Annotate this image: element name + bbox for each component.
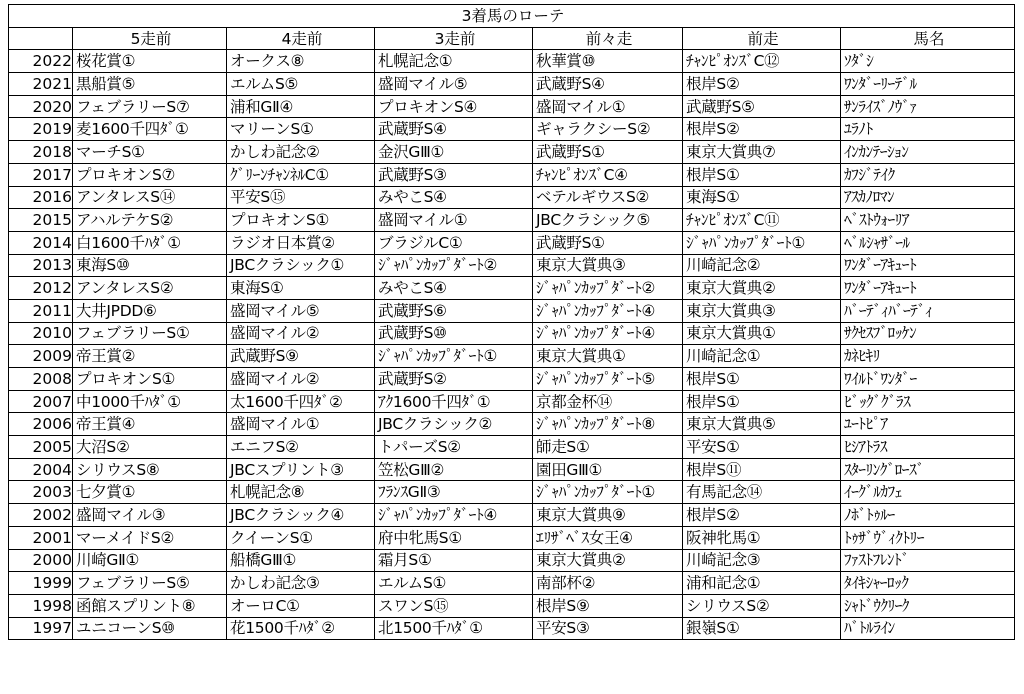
horse-name-cell: ﾕｰﾄﾋﾟｱ <box>841 413 1015 436</box>
race-2nd-last-cell: 東京大賞典① <box>533 345 683 368</box>
year-cell: 1997 <box>9 617 73 640</box>
race-2nd-last-cell: ﾁｬﾝﾋﾟｵﾝｽﾞC④ <box>533 163 683 186</box>
horse-name-cell: ﾊﾞﾄﾙﾗｲﾝ <box>841 617 1015 640</box>
year-cell: 2019 <box>9 118 73 141</box>
race-3rd-last-cell: ｼﾞｬﾊﾟﾝｶｯﾌﾟﾀﾞｰﾄ② <box>375 254 533 277</box>
race-last-cell: 武蔵野S⑤ <box>683 95 841 118</box>
horse-name-cell: ﾄｩｻﾞｳﾞｨｸﾄﾘｰ <box>841 526 1015 549</box>
race-5th-last-cell: 白1600千ﾊﾀﾞ① <box>73 231 227 254</box>
table-row <box>9 50 1015 73</box>
race-5th-last-cell: 大井JPDD⑥ <box>73 299 227 322</box>
race-3rd-last-cell: プロキオンS④ <box>375 95 533 118</box>
race-2nd-last-cell: ベテルギウスS② <box>533 186 683 209</box>
race-3rd-last-cell: ブラジルC① <box>375 231 533 254</box>
year-cell: 2010 <box>9 322 73 345</box>
horse-name-cell: ﾍﾞｽﾄｳｫｰﾘｱ <box>841 209 1015 232</box>
horse-name-cell: ﾊﾞｰﾃﾞｨﾊﾞｰﾃﾞｨ <box>841 299 1015 322</box>
race-5th-last-cell: 東海S⑩ <box>73 254 227 277</box>
race-last-cell: ﾁｬﾝﾋﾟｵﾝｽﾞC⑪ <box>683 209 841 232</box>
race-last-cell: 東京大賞典② <box>683 277 841 300</box>
table-row <box>9 231 1015 254</box>
race-4th-last-cell: オーロC① <box>227 594 375 617</box>
race-4th-last-cell: 武蔵野S⑨ <box>227 345 375 368</box>
race-5th-last-cell: 中1000千ﾊﾀﾞ① <box>73 390 227 413</box>
race-last-cell: 根岸S② <box>683 73 841 96</box>
race-3rd-last-cell: 盛岡マイル⑤ <box>375 73 533 96</box>
horse-name-cell: ﾜｲﾙﾄﾞﾜﾝﾀﾞｰ <box>841 368 1015 391</box>
race-4th-last-cell: オークス⑧ <box>227 50 375 73</box>
column-header-4th-last: 4走前 <box>227 27 375 50</box>
year-cell: 2015 <box>9 209 73 232</box>
horse-name-cell: ﾀｲｷｼｬｰﾛｯｸ <box>841 572 1015 595</box>
column-header-2nd-last: 前々走 <box>533 27 683 50</box>
race-5th-last-cell: プロキオンS① <box>73 368 227 391</box>
race-4th-last-cell: 東海S① <box>227 277 375 300</box>
race-3rd-last-cell: 札幌記念① <box>375 50 533 73</box>
race-5th-last-cell: 麦1600千四ﾀﾞ① <box>73 118 227 141</box>
race-5th-last-cell: 川崎GⅡ① <box>73 549 227 572</box>
race-3rd-last-cell: ｼﾞｬﾊﾟﾝｶｯﾌﾟﾀﾞｰﾄ④ <box>375 504 533 527</box>
table-row <box>9 458 1015 481</box>
year-cell: 2016 <box>9 186 73 209</box>
year-cell: 2018 <box>9 141 73 164</box>
race-4th-last-cell: マリーンS① <box>227 118 375 141</box>
race-4th-last-cell: プロキオンS① <box>227 209 375 232</box>
race-last-cell: ｼﾞｬﾊﾟﾝｶｯﾌﾟﾀﾞｰﾄ① <box>683 231 841 254</box>
table-row <box>9 549 1015 572</box>
race-3rd-last-cell: 金沢GⅢ① <box>375 141 533 164</box>
race-3rd-last-cell: 武蔵野S⑥ <box>375 299 533 322</box>
race-3rd-last-cell: みやこS④ <box>375 277 533 300</box>
race-5th-last-cell: 黒船賞⑤ <box>73 73 227 96</box>
race-last-cell: ﾁｬﾝﾋﾟｵﾝｽﾞC⑫ <box>683 50 841 73</box>
race-2nd-last-cell: 東京大賞典② <box>533 549 683 572</box>
race-last-cell: 東京大賞典① <box>683 322 841 345</box>
race-5th-last-cell: 帝王賞④ <box>73 413 227 436</box>
table-row <box>9 481 1015 504</box>
race-5th-last-cell: フェブラリーS⑦ <box>73 95 227 118</box>
race-last-cell: 東京大賞典⑦ <box>683 141 841 164</box>
column-header-horse-name: 馬名 <box>841 27 1015 50</box>
race-3rd-last-cell: ｱｸ1600千四ﾀﾞ① <box>375 390 533 413</box>
table-row <box>9 413 1015 436</box>
horse-name-cell: ｼｬﾄﾞｳｸﾘｰｸ <box>841 594 1015 617</box>
year-cell: 2013 <box>9 254 73 277</box>
race-3rd-last-cell: 武蔵野S③ <box>375 163 533 186</box>
race-3rd-last-cell: 笠松GⅢ② <box>375 458 533 481</box>
year-cell: 2014 <box>9 231 73 254</box>
race-last-cell: 平安S① <box>683 436 841 459</box>
race-5th-last-cell: アンタレスS⑭ <box>73 186 227 209</box>
race-5th-last-cell: フェブラリーS⑤ <box>73 572 227 595</box>
horse-name-cell: ｻﾝﾗｲｽﾞﾉｳﾞｧ <box>841 95 1015 118</box>
race-2nd-last-cell: ギャラクシーS② <box>533 118 683 141</box>
horse-name-cell: ﾋｼｱﾄﾗｽ <box>841 436 1015 459</box>
race-2nd-last-cell: ｼﾞｬﾊﾟﾝｶｯﾌﾟﾀﾞｰﾄ② <box>533 277 683 300</box>
race-5th-last-cell: フェブラリーS① <box>73 322 227 345</box>
table-row <box>9 95 1015 118</box>
race-4th-last-cell: 札幌記念⑧ <box>227 481 375 504</box>
horse-name-cell: ﾉﾎﾞﾄｩﾙｰ <box>841 504 1015 527</box>
race-3rd-last-cell: 府中牝馬S① <box>375 526 533 549</box>
year-cell: 2000 <box>9 549 73 572</box>
table-row <box>9 390 1015 413</box>
table-row <box>9 617 1015 640</box>
column-header-last: 前走 <box>683 27 841 50</box>
race-4th-last-cell: 盛岡マイル② <box>227 368 375 391</box>
year-cell: 2022 <box>9 50 73 73</box>
horse-name-cell: ﾕﾗﾉﾄ <box>841 118 1015 141</box>
race-5th-last-cell: マーメイドS② <box>73 526 227 549</box>
horse-name-cell: ｱｽｶﾉﾛﾏﾝ <box>841 186 1015 209</box>
race-4th-last-cell: クイーンS① <box>227 526 375 549</box>
race-3rd-last-cell: ﾌﾗﾝｽGⅡ③ <box>375 481 533 504</box>
race-2nd-last-cell: ｼﾞｬﾊﾟﾝｶｯﾌﾟﾀﾞｰﾄ④ <box>533 322 683 345</box>
race-3rd-last-cell: 武蔵野S② <box>375 368 533 391</box>
horse-name-cell: ｲｰｸﾞﾙｶﾌｪ <box>841 481 1015 504</box>
race-last-cell: 川崎記念② <box>683 254 841 277</box>
race-last-cell: 東海S① <box>683 186 841 209</box>
race-4th-last-cell: JBCクラシック① <box>227 254 375 277</box>
race-5th-last-cell: 盛岡マイル③ <box>73 504 227 527</box>
race-5th-last-cell: 函館スプリント⑧ <box>73 594 227 617</box>
race-3rd-last-cell: 霜月S① <box>375 549 533 572</box>
race-2nd-last-cell: ｼﾞｬﾊﾟﾝｶｯﾌﾟﾀﾞｰﾄ⑤ <box>533 368 683 391</box>
table-row <box>9 572 1015 595</box>
race-2nd-last-cell: 武蔵野S④ <box>533 73 683 96</box>
race-last-cell: 根岸S① <box>683 390 841 413</box>
year-cell: 2021 <box>9 73 73 96</box>
race-2nd-last-cell: ｼﾞｬﾊﾟﾝｶｯﾌﾟﾀﾞｰﾄ⑧ <box>533 413 683 436</box>
race-2nd-last-cell: 根岸S⑨ <box>533 594 683 617</box>
table-row <box>9 345 1015 368</box>
year-cell: 2012 <box>9 277 73 300</box>
table-row <box>9 163 1015 186</box>
race-3rd-last-cell: トパーズS② <box>375 436 533 459</box>
race-4th-last-cell: 平安S⑮ <box>227 186 375 209</box>
table-row <box>9 368 1015 391</box>
horse-name-cell: ﾜﾝﾀﾞｰｱｷｭｰﾄ <box>841 277 1015 300</box>
race-5th-last-cell: シリウスS⑧ <box>73 458 227 481</box>
year-cell: 2007 <box>9 390 73 413</box>
horse-name-cell: ｻｸｾｽﾌﾞﾛｯｹﾝ <box>841 322 1015 345</box>
table-row <box>9 254 1015 277</box>
race-3rd-last-cell: 北1500千ﾊﾀﾞ① <box>375 617 533 640</box>
race-last-cell: 根岸S① <box>683 163 841 186</box>
table-row <box>9 504 1015 527</box>
year-cell: 2006 <box>9 413 73 436</box>
column-header-year <box>9 27 73 50</box>
race-2nd-last-cell: 盛岡マイル① <box>533 95 683 118</box>
year-cell: 1999 <box>9 572 73 595</box>
race-5th-last-cell: 大沼S② <box>73 436 227 459</box>
race-2nd-last-cell: 武蔵野S① <box>533 141 683 164</box>
race-2nd-last-cell: 東京大賞典③ <box>533 254 683 277</box>
horse-name-cell: ｲﾝｶﾝﾃｰｼｮﾝ <box>841 141 1015 164</box>
race-last-cell: 阪神牝馬① <box>683 526 841 549</box>
race-last-cell: 根岸S② <box>683 504 841 527</box>
race-4th-last-cell: ラジオ日本賞② <box>227 231 375 254</box>
year-cell: 1998 <box>9 594 73 617</box>
race-last-cell: 有馬記念⑭ <box>683 481 841 504</box>
race-2nd-last-cell: 園田GⅢ① <box>533 458 683 481</box>
year-cell: 2008 <box>9 368 73 391</box>
race-2nd-last-cell: 秋華賞⑩ <box>533 50 683 73</box>
race-3rd-last-cell: ｼﾞｬﾊﾟﾝｶｯﾌﾟﾀﾞｰﾄ① <box>375 345 533 368</box>
race-4th-last-cell: 盛岡マイル② <box>227 322 375 345</box>
race-4th-last-cell: JBCスプリント③ <box>227 458 375 481</box>
race-last-cell: シリウスS② <box>683 594 841 617</box>
column-header-5th-last: 5走前 <box>73 27 227 50</box>
race-2nd-last-cell: 東京大賞典⑨ <box>533 504 683 527</box>
year-cell: 2002 <box>9 504 73 527</box>
horse-name-cell: ｶﾌｼﾞﾃｲｸ <box>841 163 1015 186</box>
table-title: 3着馬のローテ <box>9 5 1015 28</box>
race-last-cell: 浦和記念① <box>683 572 841 595</box>
race-2nd-last-cell: 師走S① <box>533 436 683 459</box>
race-4th-last-cell: JBCクラシック④ <box>227 504 375 527</box>
race-4th-last-cell: 盛岡マイル⑤ <box>227 299 375 322</box>
column-header-3rd-last: 3走前 <box>375 27 533 50</box>
race-last-cell: 東京大賞典③ <box>683 299 841 322</box>
race-4th-last-cell: かしわ記念② <box>227 141 375 164</box>
race-last-cell: 東京大賞典⑤ <box>683 413 841 436</box>
race-last-cell: 根岸S① <box>683 368 841 391</box>
horse-name-cell: ﾋﾞｯｸﾞｸﾞﾗｽ <box>841 390 1015 413</box>
race-3rd-last-cell: 武蔵野S④ <box>375 118 533 141</box>
table-row <box>9 526 1015 549</box>
race-3rd-last-cell: みやこS④ <box>375 186 533 209</box>
title-row <box>9 5 1015 28</box>
header-row <box>9 27 1015 50</box>
race-2nd-last-cell: 南部杯② <box>533 572 683 595</box>
race-5th-last-cell: 帝王賞② <box>73 345 227 368</box>
race-4th-last-cell: エニフS② <box>227 436 375 459</box>
year-cell: 2004 <box>9 458 73 481</box>
horse-name-cell: ﾜﾝﾀﾞｰﾘｰﾃﾞﾙ <box>841 73 1015 96</box>
race-4th-last-cell: 太1600千四ﾀﾞ② <box>227 390 375 413</box>
race-5th-last-cell: プロキオンS⑦ <box>73 163 227 186</box>
rotation-table <box>8 4 1015 640</box>
race-4th-last-cell: エルムS⑤ <box>227 73 375 96</box>
horse-name-cell: ﾌｧｽﾄﾌﾚﾝﾄﾞ <box>841 549 1015 572</box>
horse-name-cell: ｿﾀﾞｼ <box>841 50 1015 73</box>
year-cell: 2017 <box>9 163 73 186</box>
race-last-cell: 根岸S② <box>683 118 841 141</box>
horse-name-cell: ﾍﾞﾙｼｬｻﾞｰﾙ <box>841 231 1015 254</box>
race-last-cell: 銀嶺S① <box>683 617 841 640</box>
table-row <box>9 141 1015 164</box>
race-2nd-last-cell: JBCクラシック⑤ <box>533 209 683 232</box>
table-row <box>9 73 1015 96</box>
race-4th-last-cell: 盛岡マイル① <box>227 413 375 436</box>
race-3rd-last-cell: JBCクラシック② <box>375 413 533 436</box>
horse-name-cell: ｽﾀｰﾘﾝｸﾞﾛｰｽﾞ <box>841 458 1015 481</box>
race-last-cell: 根岸S⑪ <box>683 458 841 481</box>
year-cell: 2011 <box>9 299 73 322</box>
race-3rd-last-cell: 盛岡マイル① <box>375 209 533 232</box>
table-row <box>9 322 1015 345</box>
table-body <box>9 50 1015 640</box>
year-cell: 2005 <box>9 436 73 459</box>
table-row <box>9 186 1015 209</box>
horse-name-cell: ｶﾈﾋｷﾘ <box>841 345 1015 368</box>
race-3rd-last-cell: エルムS① <box>375 572 533 595</box>
race-2nd-last-cell: ｴﾘｻﾞﾍﾞｽ女王④ <box>533 526 683 549</box>
horse-name-cell: ﾜﾝﾀﾞｰｱｷｭｰﾄ <box>841 254 1015 277</box>
table-row <box>9 209 1015 232</box>
race-5th-last-cell: マーチS① <box>73 141 227 164</box>
race-3rd-last-cell: スワンS⑮ <box>375 594 533 617</box>
race-5th-last-cell: アハルテケS② <box>73 209 227 232</box>
race-2nd-last-cell: 京都金杯⑭ <box>533 390 683 413</box>
table-row <box>9 594 1015 617</box>
year-cell: 2003 <box>9 481 73 504</box>
race-4th-last-cell: 船橋GⅢ① <box>227 549 375 572</box>
race-4th-last-cell: かしわ記念③ <box>227 572 375 595</box>
race-2nd-last-cell: ｼﾞｬﾊﾟﾝｶｯﾌﾟﾀﾞｰﾄ① <box>533 481 683 504</box>
race-5th-last-cell: ユニコーンS⑩ <box>73 617 227 640</box>
year-cell: 2009 <box>9 345 73 368</box>
year-cell: 2020 <box>9 95 73 118</box>
race-4th-last-cell: 浦和GⅡ④ <box>227 95 375 118</box>
race-4th-last-cell: 花1500千ﾊﾀﾞ② <box>227 617 375 640</box>
table-row <box>9 436 1015 459</box>
table-row <box>9 299 1015 322</box>
race-3rd-last-cell: 武蔵野S⑩ <box>375 322 533 345</box>
race-last-cell: 川崎記念③ <box>683 549 841 572</box>
year-cell: 2001 <box>9 526 73 549</box>
race-2nd-last-cell: 武蔵野S① <box>533 231 683 254</box>
race-last-cell: 川崎記念① <box>683 345 841 368</box>
race-5th-last-cell: 七夕賞① <box>73 481 227 504</box>
race-4th-last-cell: ｸﾞﾘｰﾝﾁｬﾝﾈﾙC① <box>227 163 375 186</box>
race-2nd-last-cell: ｼﾞｬﾊﾟﾝｶｯﾌﾟﾀﾞｰﾄ④ <box>533 299 683 322</box>
table-row <box>9 118 1015 141</box>
race-5th-last-cell: アンタレスS② <box>73 277 227 300</box>
race-2nd-last-cell: 平安S③ <box>533 617 683 640</box>
race-5th-last-cell: 桜花賞① <box>73 50 227 73</box>
table-row <box>9 277 1015 300</box>
